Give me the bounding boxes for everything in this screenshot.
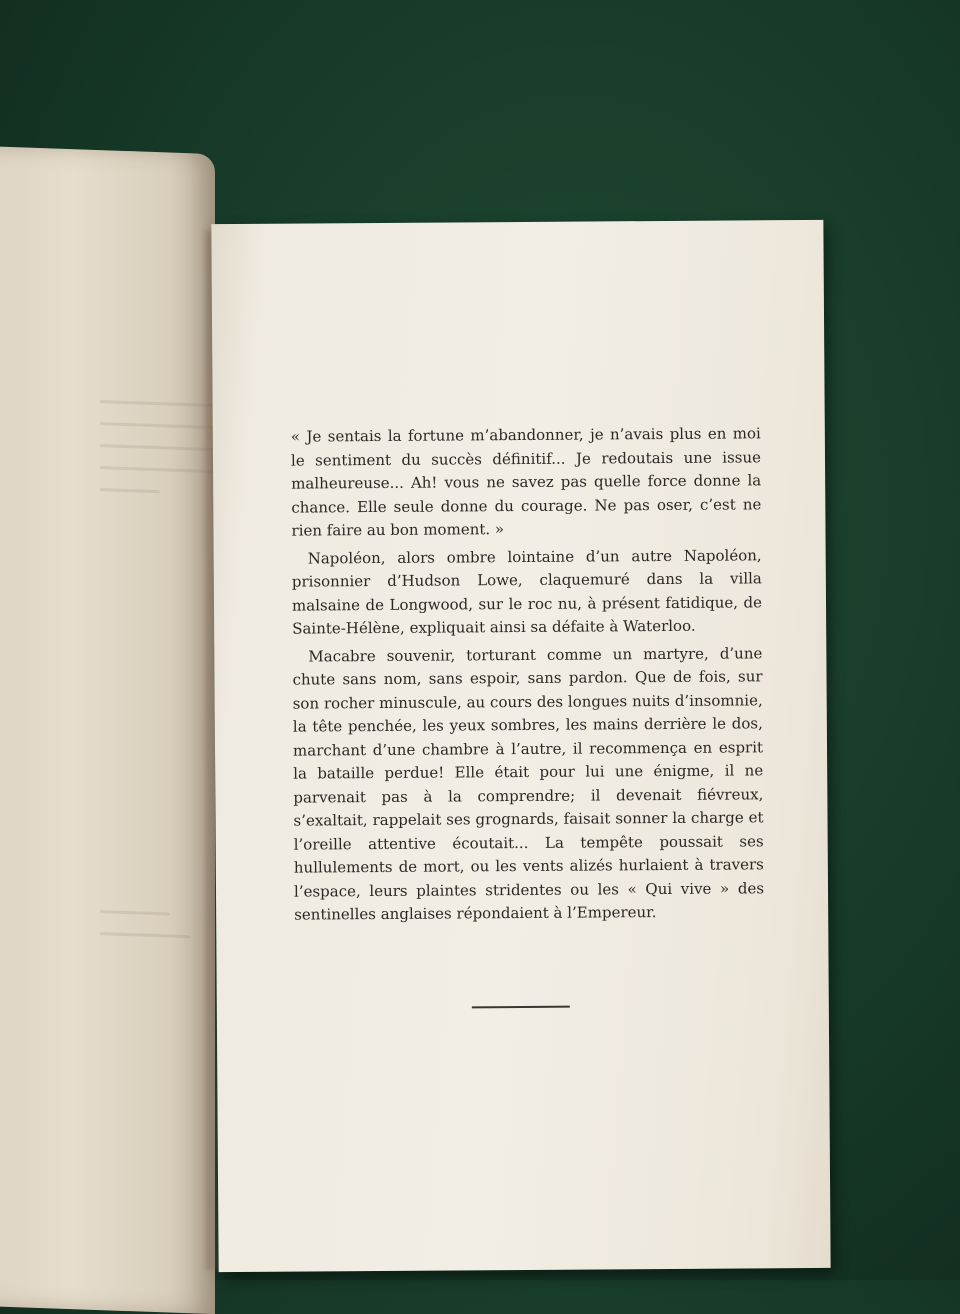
right-page [211, 220, 830, 1272]
body-text [291, 422, 765, 931]
bleed-through-text [100, 910, 170, 915]
bleed-through-text [100, 466, 220, 473]
section-divider [472, 1006, 570, 1008]
left-page [0, 146, 215, 1314]
bleed-through-text [100, 932, 190, 938]
bleed-through-text [100, 488, 160, 493]
paragraph-souvenir: Macabre souvenir, torturant comme un martyre, d’une chute sans nom, sans espoir, sans pardon. Que de fois, sur son rocher minuscule, au cours des longues nuits d’insomnie, la tête penchée, les yeux sombres, les mains derrière le dos, marchant d’une chambre à l’autre, il recommença en esprit la bataille perdue! Elle était pour lui une énigme, il ne parvenait pas à la comprendre; il devenait fiévreux, s’exaltait, rappelait ses grognards, faisait sonner la charge et l’oreille attentive écoutait... La tempête poussait ses hullulements de mort, ou les vents alizés hurlaient à travers l’espace, leurs plaintes stridentes ou les « Qui vive » des sentinelles anglaises répondaient à l’Empereur. [292, 643, 765, 924]
bleed-through-text [100, 444, 220, 451]
bleed-through-text [100, 400, 220, 407]
bleed-through-text [100, 422, 220, 429]
paragraph-quote: « Je sentais la fortune m’abandonner, je n’avais plus en moi le sentiment du succès définitif... Je redoutais une issue malheureuse... Ah! vous ne savez pas quelle force donne la chance. Elle seule donne du courage. Ne pas oser, c’est ne rien faire au bon moment. » [290, 424, 762, 540]
paragraph-napoleon: Napoléon, alors ombre lointaine d’un autre Napoléon, prisonnier d’Hudson Lowe, claquemuré dans la villa malsaine de Longwood, sur le roc nu, à présent fatidique, de Sainte-Hélène, expliquait ainsi sa défaite à Waterloo. [291, 545, 763, 638]
